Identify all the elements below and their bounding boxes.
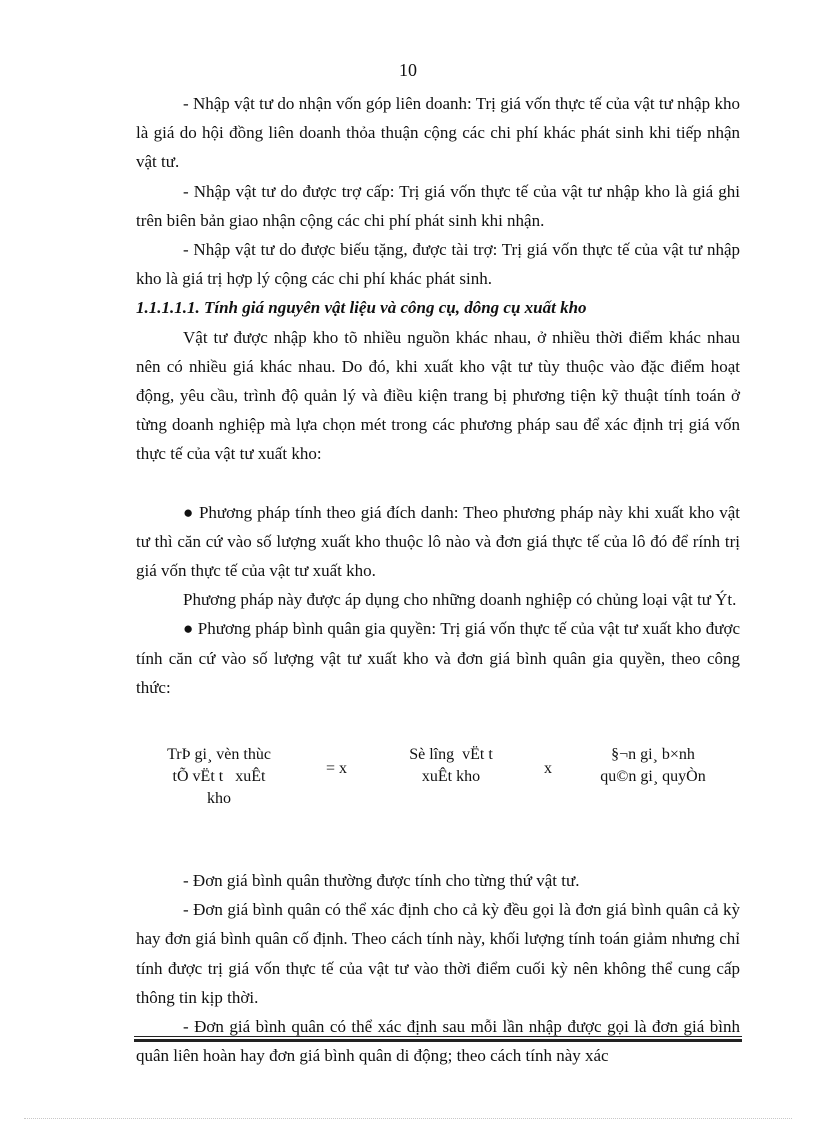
footer-double-rule (134, 1036, 742, 1042)
formula-middle-line: Sè lîng vËt t (409, 746, 493, 764)
formula-right-term (578, 744, 728, 788)
paragraph-subsidy: - Nhập vật tư do được trợ cấp: Trị giá vốn thực tế của vật tư nhập kho là giá ghi trên biên bản giao nhận cộng các chi phí phát sinh khi nhận. (136, 181, 740, 230)
paragraph-moving-average: - Đơn giá bình quân có thể xác định sau mỗi lần nhập được gọi là đơn giá bình quân liên hoàn hay đơn giá bình quân di động; theo cách tính này xác (136, 1017, 740, 1066)
paragraph-donation: - Nhập vật tư do được biếu tặng, được tài trợ: Trị giá vốn thực tế của vật tư nhập kho là giá trị hợp lý cộng các chi phí khác phát sinh. (136, 240, 740, 289)
formula-middle-term (386, 744, 516, 788)
blank-line (136, 469, 740, 498)
formula-right-line: qu©n gi¸ quyÒn (600, 768, 706, 786)
formula (136, 734, 740, 854)
section-heading: 1.1.1.1.1. Tính giá nguyên vật liệu và công cụ, dông cụ xuất kho (136, 298, 587, 318)
document-body (136, 89, 740, 1070)
formula-times: x (544, 760, 552, 778)
formula-left-line: TrÞ gi¸ vèn thùc (167, 746, 271, 764)
paragraph-period-average: - Đơn giá bình quân có thể xác định cho cả kỳ đều gọi là đơn giá bình quân cả kỳ hay đơn giá bình quân cố định. Theo cách tính này, khối lượng tính toán giảm nhưng chỉ tính được trị giá vốn thực tế của vật tư vào thời điểm cuối kỳ nên không thể cung cấp thông tin kịp thời. (136, 900, 740, 1007)
paragraph-intro: Vật tư được nhập kho tõ nhiều nguồn khác nhau, ở nhiều thời điểm khác nhau nên có nhiều giá khác nhau. Do đó, khi xuất kho vật tư tùy thuộc vào đặc điểm hoạt động, yêu cầu, trình độ quản lý và điều kiện trang bị phương tiện kỹ thuật tính toán ở từng doanh nghiệp mà lựa chọn mét trong các phương pháp sau để xác định trị giá vốn thực tế của vật tư xuất kho: (136, 327, 740, 464)
paragraph-unit-price: - Đơn giá bình quân thường được tính cho từng thứ vật tư. (183, 871, 580, 891)
formula-left-line: kho (207, 790, 231, 808)
paragraph-specific-identification: ● Phương pháp tính theo giá đích danh: Theo phương pháp này khi xuất kho vật tư thì căn cứ vào số lượng xuất kho thuộc lô nào và đơn giá thực tế của lô đó để rính trị giá vốn thực tế của vật tư xuất kho. (136, 502, 740, 581)
formula-right-line: §¬n gi¸ b×nh (611, 746, 695, 764)
paragraph-weighted-average: ● Phương pháp bình quân gia quyền: Trị giá vốn thực tế của vật tư xuất kho được tính căn cứ vào số lượng vật tư xuất kho và đơn giá bình quân gia quyền, theo công thức: (136, 619, 740, 697)
formula-left-line: tÕ vËt t xuÊt (172, 768, 266, 786)
formula-left-term (154, 744, 284, 810)
paragraph-applicability: Phương pháp này được áp dụng cho những doanh nghiệp có chủng loại vật tư Ýt. (183, 590, 737, 610)
formula-equals: = x (326, 760, 348, 778)
page-bottom-dotted-line (24, 1118, 792, 1119)
formula-middle-line: xuÊt kho (421, 768, 481, 786)
paragraph-capital-contribution: - Nhập vật tư do nhận vốn góp liên doanh: Trị giá vốn thực tế của vật tư nhập kho là giá do hội đồng liên doanh thỏa thuận cộng các chi phí khác phát sinh khi tiếp nhận vật tư. (136, 94, 740, 172)
page-number: 10 (399, 60, 417, 80)
